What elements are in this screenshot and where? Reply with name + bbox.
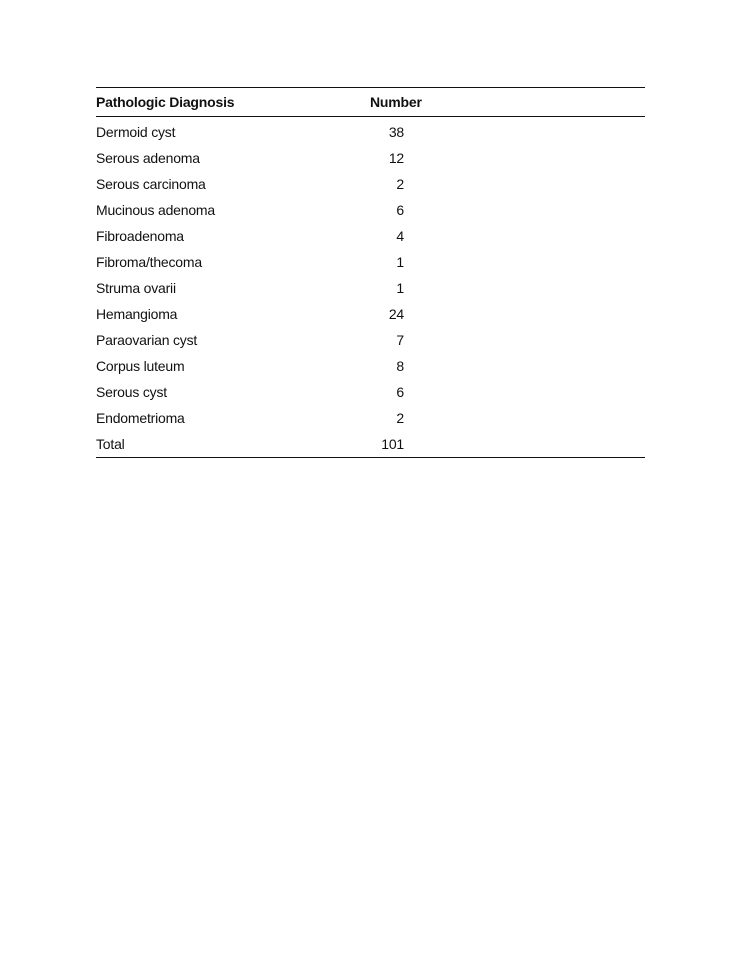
number-cell: 2 (396, 176, 404, 192)
table-row (96, 117, 645, 146)
header-number: Number (370, 94, 422, 110)
row-spacer (428, 171, 645, 197)
number-cell: 4 (396, 228, 404, 244)
diagnosis-cell: Corpus luteum (96, 358, 185, 374)
table-row (96, 223, 645, 249)
number-cell: 8 (396, 358, 404, 374)
total-label: Total (96, 436, 125, 452)
table-body (96, 117, 645, 458)
row-spacer (428, 379, 645, 405)
diagnosis-cell: Serous adenoma (96, 150, 200, 166)
diagnosis-cell: Paraovarian cyst (96, 332, 198, 348)
diagnosis-cell: Hemangioma (96, 306, 178, 322)
diagnosis-cell: Serous cyst (96, 384, 167, 400)
header-row (96, 88, 645, 117)
diagnosis-cell: Struma ovarii (96, 280, 176, 296)
diagnosis-cell: Fibroma/thecoma (96, 254, 202, 270)
table-row (96, 171, 645, 197)
table-row (96, 353, 645, 379)
number-cell: 7 (396, 332, 404, 348)
number-cell: 1 (396, 254, 404, 270)
row-spacer (428, 327, 645, 353)
table-row (96, 145, 645, 171)
row-spacer (428, 117, 645, 146)
row-spacer (428, 223, 645, 249)
table-row (96, 379, 645, 405)
row-spacer (428, 249, 645, 275)
number-cell: 24 (388, 306, 404, 322)
total-number: 101 (381, 436, 404, 452)
table-row (96, 301, 645, 327)
table-header (96, 88, 645, 117)
header-spacer (428, 88, 645, 117)
diagnosis-cell: Serous carcinoma (96, 176, 206, 192)
diagnosis-cell: Dermoid cyst (96, 124, 176, 140)
diagnosis-table-container (96, 87, 645, 458)
row-spacer (428, 197, 645, 223)
row-spacer (428, 301, 645, 327)
number-cell: 2 (396, 410, 404, 426)
total-row (96, 431, 645, 458)
table-row (96, 197, 645, 223)
diagnosis-cell: Endometrioma (96, 410, 185, 426)
header-diagnosis: Pathologic Diagnosis (96, 94, 235, 110)
row-spacer (428, 353, 645, 379)
number-cell: 6 (396, 384, 404, 400)
table-row (96, 249, 645, 275)
diagnosis-cell: Fibroadenoma (96, 228, 184, 244)
diagnosis-table (96, 87, 645, 458)
number-cell: 12 (388, 150, 404, 166)
row-spacer (428, 405, 645, 431)
table-row (96, 275, 645, 301)
number-cell: 38 (388, 124, 404, 140)
row-spacer (428, 275, 645, 301)
table-row (96, 327, 645, 353)
table-row (96, 405, 645, 431)
diagnosis-cell: Mucinous adenoma (96, 202, 215, 218)
total-spacer (428, 431, 645, 458)
number-cell: 6 (396, 202, 404, 218)
number-cell: 1 (396, 280, 404, 296)
row-spacer (428, 145, 645, 171)
